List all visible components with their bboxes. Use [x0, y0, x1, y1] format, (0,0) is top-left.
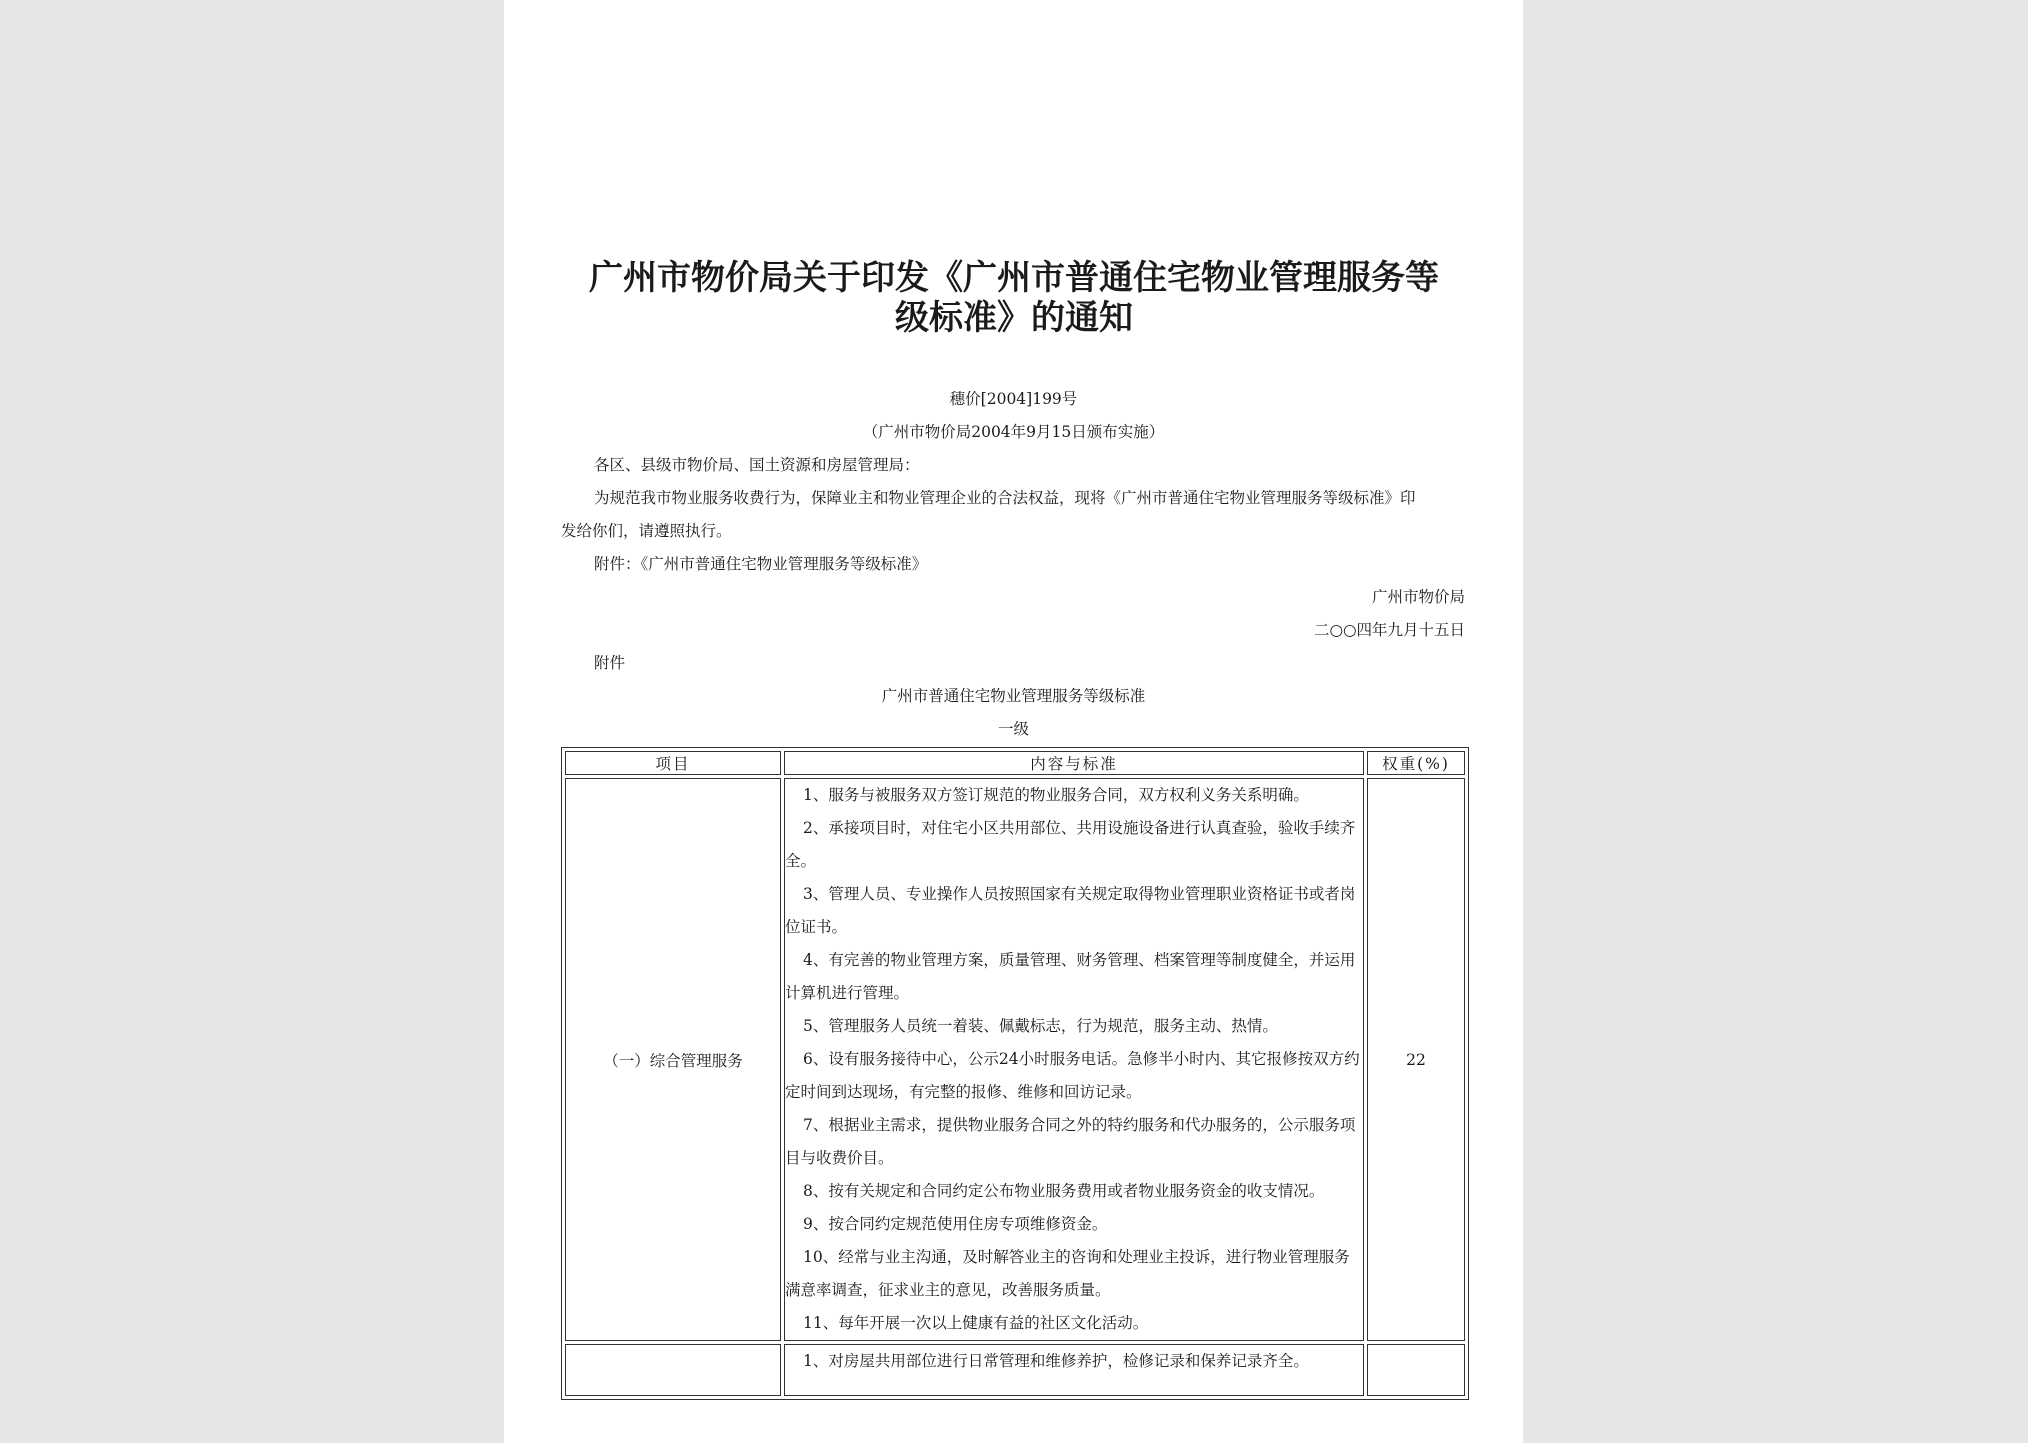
weight-cell: 22	[1367, 778, 1465, 1341]
list-item: 5、管理服务人员统一着装、佩戴标志，行为规范，服务主动、热情。	[803, 1017, 1278, 1035]
standards-table	[561, 747, 1469, 1400]
document-title: 广州市物价局关于印发《广州市普通住宅物业管理服务等级标准》的通知	[589, 258, 1439, 338]
attachment-note: 附件：《广州市普通住宅物业管理服务等级标准》	[594, 555, 928, 573]
list-item: 6、设有服务接待中心，公示24小时服务电话。急修半小时内、其它报修按双方约定时间到达现场，有完整的报修、维修和回访记录。	[785, 1050, 1360, 1101]
category-cell	[565, 1344, 781, 1396]
list-item: 4、有完善的物业管理方案，质量管理、财务管理、档案管理等制度健全，并运用计算机进行管理。	[785, 951, 1356, 1002]
document-date: 二○○四年九月十五日	[1313, 621, 1465, 639]
standard-title: 广州市普通住宅物业管理服务等级标准	[881, 687, 1146, 705]
document-number: 穗价[2004]199号	[949, 390, 1078, 408]
list-item: 11、每年开展一次以上健康有益的社区文化活动。	[803, 1314, 1149, 1332]
content-cell	[784, 1344, 1364, 1396]
weight-cell	[1367, 1344, 1465, 1396]
addressee: 各区、县级市物价局、国土资源和房屋管理局：	[594, 456, 920, 474]
table-header-row	[565, 751, 1465, 775]
grade-label: 一级	[997, 720, 1029, 738]
header-item: 项目	[565, 751, 781, 775]
header-weight: 权重(%)	[1367, 751, 1465, 775]
category-cell: （一）综合管理服务	[565, 778, 781, 1341]
content-cell	[784, 778, 1364, 1341]
attachment-label: 附件	[594, 654, 626, 672]
table-row	[565, 778, 1465, 1341]
list-item: 8、按有关规定和合同约定公布物业服务费用或者物业服务资金的收支情况。	[803, 1182, 1325, 1200]
body-text-line-2: 发给你们，请遵照执行。	[561, 522, 732, 540]
list-item: 1、对房屋共用部位进行日常管理和维修养护，检修记录和保养记录齐全。	[803, 1352, 1309, 1370]
list-item: 1、服务与被服务双方签订规范的物业服务合同，双方权利义务关系明确。	[803, 786, 1309, 804]
header-content: 内容与标准	[784, 751, 1364, 775]
list-item: 9、按合同约定规范使用住房专项维修资金。	[803, 1215, 1108, 1233]
document-page	[504, 0, 1523, 1443]
issue-note: （广州市物价局2004年9月15日颁布实施）	[862, 423, 1165, 441]
table-row	[565, 1344, 1465, 1396]
list-item: 3、管理人员、专业操作人员按照国家有关规定取得物业管理职业资格证书或者岗位证书。	[785, 885, 1356, 936]
signer: 广州市物价局	[1371, 588, 1465, 606]
list-item: 7、根据业主需求，提供物业服务合同之外的特约服务和代办服务的，公示服务项目与收费价目。	[785, 1116, 1356, 1167]
list-item: 10、经常与业主沟通，及时解答业主的咨询和处理业主投诉，进行物业管理服务满意率调查，征求业主的意见，改善服务质量。	[785, 1248, 1350, 1299]
list-item: 2、承接项目时，对住宅小区共用部位、共用设施设备进行认真查验，验收手续齐全。	[785, 819, 1356, 870]
body-text-line-1: 为规范我市物业服务收费行为，保障业主和物业管理企业的合法权益，现将《广州市普通住宅物业管理服务等级标准》印	[594, 489, 1416, 507]
